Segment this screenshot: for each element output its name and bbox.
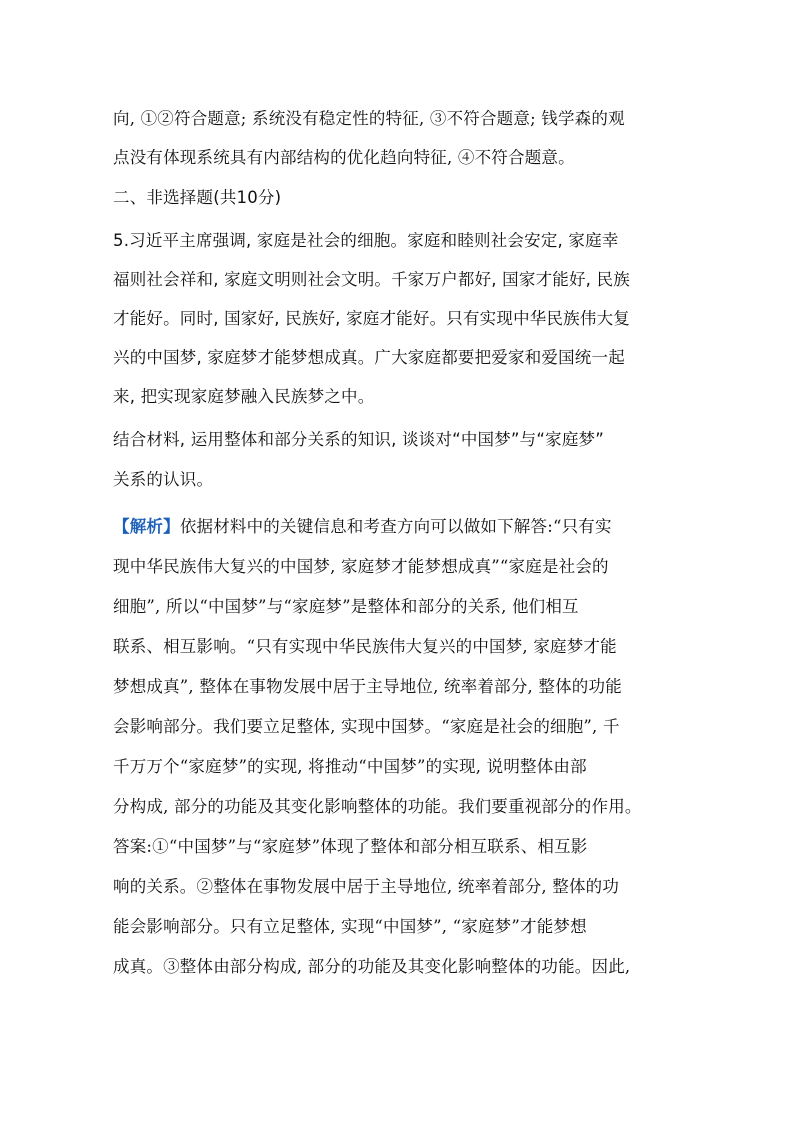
explanation-line-2: 点没有体现系统具有内部结构的优化趋向特征, ④不符合题意。 (113, 148, 575, 167)
analysis-line-3: 细胞”, 所以“中国梦”与“家庭梦”是整体和部分的关系, 他们相互 (113, 597, 579, 616)
analysis-line-5: 梦想成真”, 整体在事物发展中居于主导地位, 统率着部分, 整体的功能 (113, 677, 622, 696)
question-line-1: 5.习近平主席强调, 家庭是社会的细胞。家庭和睦则社会安定, 家庭幸 (113, 231, 619, 250)
analysis-line-1 (113, 515, 612, 539)
analysis-tag: 【解析】 (113, 517, 180, 536)
question-line-2: 福则社会祥和, 家庭文明则社会文明。千家万户都好, 国家才能好, 民族 (113, 270, 630, 289)
analysis-line-8: 分构成, 部分的功能及其变化影响整体的功能。我们要重视部分的作用。 (113, 797, 642, 816)
answer-line-3: 能会影响部分。只有立足整体, 实现“中国梦”, “家庭梦”才能梦想 (113, 917, 587, 936)
question-line-4: 兴的中国梦, 家庭梦才能梦想成真。广大家庭都要把爱家和爱国统一起 (113, 348, 625, 367)
answer-line-2: 响的关系。②整体在事物发展中居于主导地位, 统率着部分, 整体的功 (113, 877, 620, 896)
question-prompt-line-1: 结合材料, 运用整体和部分关系的知识, 谈谈对“中国梦”与“家庭梦” (113, 430, 604, 449)
section-heading: 二、非选择题(共10分) (113, 188, 282, 207)
analysis-line-4: 联系、相互影响。“只有实现中华民族伟大复兴的中国梦, 家庭梦才能 (113, 637, 617, 656)
analysis-line-7: 千万万个“家庭梦”的实现, 将推动“中国梦”的实现, 说明整体由部 (113, 757, 587, 776)
analysis-line-1-text: 依据材料中的关键信息和考查方向可以做如下解答:“只有实 (179, 517, 612, 536)
question-line-3: 才能好。同时, 国家好, 民族好, 家庭才能好。只有实现中华民族伟大复 (113, 309, 630, 328)
question-prompt-line-2: 关系的认识。 (113, 470, 214, 489)
analysis-line-6: 会影响部分。我们要立足整体, 实现中国梦。“家庭是社会的细胞”, 千 (113, 717, 620, 736)
answer-line-4: 成真。③整体由部分构成, 部分的功能及其变化影响整体的功能。因此, (113, 957, 631, 976)
analysis-line-2: 现中华民族伟大复兴的中国梦, 家庭梦才能梦想成真”“家庭是社会的 (113, 557, 609, 576)
question-line-5: 来, 把实现家庭梦融入民族梦之中。 (113, 387, 375, 406)
explanation-line-1: 向, ①②符合题意; 系统没有稳定性的特征, ③不符合题意; 钱学森的观 (113, 109, 625, 128)
answer-line-1: 答案:①“中国梦”与“家庭梦”体现了整体和部分相互联系、相互影 (113, 837, 588, 856)
